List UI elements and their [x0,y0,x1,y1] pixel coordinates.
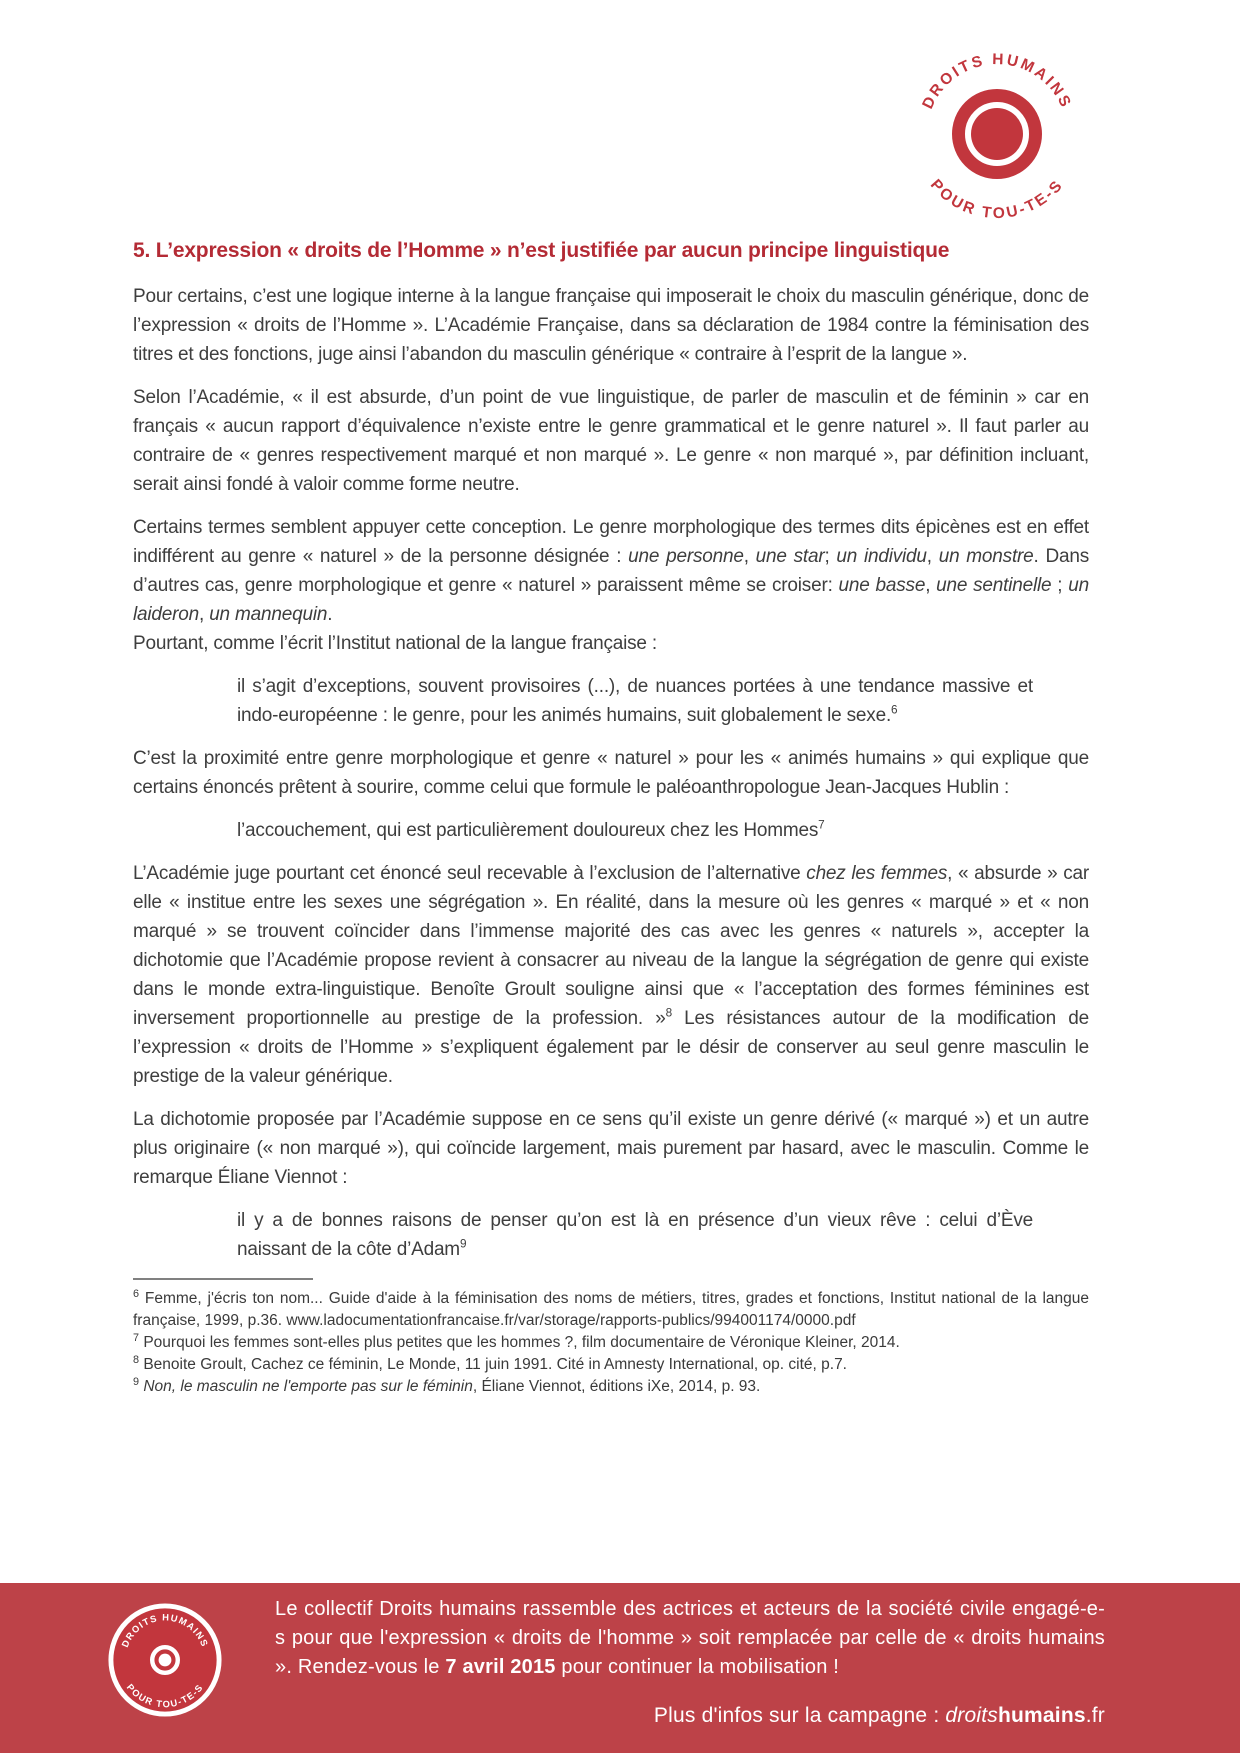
badge-arc-bottom-text: POUR TOU-TE-S [124,1682,206,1710]
footnote [133,1376,1089,1398]
paragraph: L’Académie juge pourtant cet énoncé seul recevable à l’exclusion de l’alternative chez les femmes, « absurde » car elle « institue entre les sexes une ségrégation ». En réalité, dans la mesure où les genres « marqué » et « non marqué » se trouvent coïncider dans l’immense majorité des cas avec les genres « naturels », accepter la dichotomie que l’Académie propose revient à consacrer au niveau de la langue la ségrégation de genre qui existe dans le monde extra-linguistique. Benoîte Groult souligne ainsi que « l’acceptation des formes féminines est inversement proportionnelle au prestige de la profession. »$^8$ Les résistances autour de la modification de l’expression « droits de l’Homme » s’expliquent également par le désir de conserver au seul genre masculin le prestige de la valeur générique. [133,863,1090,1087]
footnote [133,1354,1089,1376]
footnote-text: Non, le masculin ne l'emporte pas sur le féminin, Éliane Viennot, éditions iXe, 2014, p. 93. [143,1378,761,1395]
droits-humains-badge [106,1601,224,1719]
logo-dot [971,108,1023,160]
footnote-text: Pourquoi les femmes sont-elles plus petites que les hommes ?, film documentaire de Véronique Kleiner, 2014. [143,1334,900,1351]
footnote-marker: 9 [133,1375,140,1388]
footnote-marker: 6 [133,1287,140,1300]
banner-text [275,1595,1105,1728]
paragraph: La dichotomie proposée par l’Académie suppose en ce sens qu’il existe un genre dérivé (« marqué ») et un autre plus originaire (« non marqué »), qui coïncide largement, mais purement par hasard, avec le masculin. Comme le remarque Éliane Viennot : [133,1109,1089,1188]
footnote-marker: 7 [133,1331,140,1344]
campaign-banner [0,1583,1240,1753]
badge-arc-top-text: DROITS HUMAINS [119,1612,211,1649]
footnote-divider [133,1278,313,1280]
footnote-text: Benoite Groult, Cachez ce féminin, Le Monde, 11 juin 1991. Cité in Amnesty International, op. cité, p.7. [143,1356,847,1373]
footnote [133,1332,1089,1354]
banner-info-line: Plus d'infos sur la campagne : droitshumains.fr [653,1704,1105,1727]
footnote [133,1288,1089,1332]
blockquote: il y a de bonnes raisons de penser qu’on est là en présence d’un vieux rêve : celui d’Ève naissant de la côte d’Adam$^9$ [237,1210,1033,1260]
footnotes [133,1288,1089,1398]
footnote-marker: 8 [133,1353,140,1366]
paragraph: Certains termes semblent appuyer cette conception. Le genre morphologique des termes dits épicènes est en effet indifférent au genre « naturel » de la personne désignée : une personne, une star; un individu, un monstre. Dans d’autres cas, genre morphologique et genre « naturel » paraissent même se croiser: une basse, une sentinelle ; un laideron, un mannequin. [133,517,1089,625]
paragraph: Pourtant, comme l’écrit l’Institut national de la langue française : [133,633,657,654]
document-body [133,238,1089,1398]
logo-arc-top-text: DROITS HUMAINS [919,51,1075,112]
paragraph: Pour certains, c’est une logique interne à la langue française qui imposerait le choix du masculin générique, donc de l’expression « droits de l’Homme ». L’Académie Française, dans sa déclaration de 1984 contre la féminisation des titres et des fonctions, juge ainsi l’abandon du masculin générique « contraire à l’esprit de la langue ». [133,286,1089,365]
paragraph: Selon l’Académie, « il est absurde, d’un point de vue linguistique, de parler de masculin et de féminin » car en français « aucun rapport d’équivalence n’existe entre le genre grammatical et le genre naturel ». Il faut parler au contraire de « genres respectivement marqué et non marqué ». Le genre « non marqué », par définition incluant, serait ainsi fondé à valoir comme forme neutre. [133,387,1089,495]
section-heading: 5. L’expression « droits de l’Homme » n’est justifiée par aucun principe linguistique [133,239,950,262]
droits-humains-logo [897,34,1097,234]
paragraph: C’est la proximité entre genre morphologique et genre « naturel » pour les « animés humains » qui explique que certains énoncés prêtent à sourire, comme celui que formule le paléoanthropologue Jean-Jacques Hublin : [133,748,1089,798]
blockquote: il s’agit d’exceptions, souvent provisoires (...), de nuances portées à une tendance massive et indo-européenne : le genre, pour les animés humains, suit globalement le sexe.$^6$ [237,676,1033,726]
banner-message: Le collectif Droits humains rassemble des actrices et acteurs de la société civile engagé-e-s pour que l'expression « droits de l'homme » soit remplacée par celle de « droits humains ». Rendez-vous le 7 avril 2015 pour continuer la mobilisation ! [275,1598,1105,1678]
badge-dot [159,1654,172,1667]
footnote-text: Femme, j'écris ton nom... Guide d'aide à la féminisation des noms de métiers, titres, grades et fonctions, Institut national de la langue française, 1999, p.36. www.ladocumentationfrancaise.fr/var/storage/rapports-publics/994001174/0000.pdf [133,1290,1089,1329]
logo-arc-bottom-text: POUR TOU-TE-S [926,176,1068,223]
blockquote: l’accouchement, qui est particulièrement douloureux chez les Hommes$^7$ [237,818,825,841]
